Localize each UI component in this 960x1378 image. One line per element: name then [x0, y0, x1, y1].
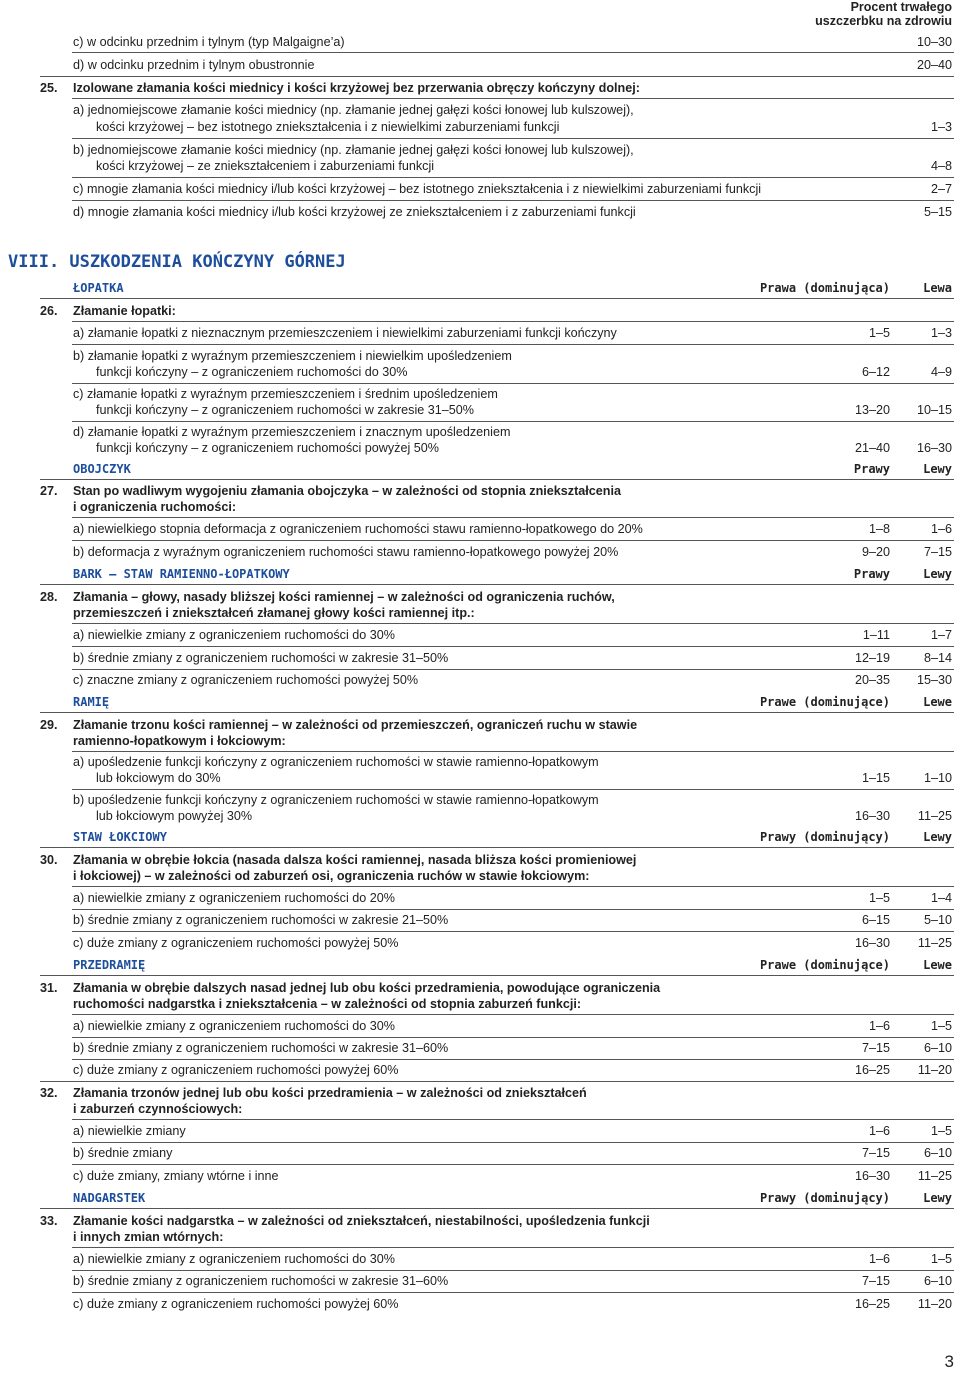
- col1-header: Prawy (dominujący): [759, 830, 890, 844]
- col1-header: Prawy: [853, 567, 890, 581]
- divider: [72, 931, 954, 932]
- col1-header: Prawe (dominujące): [759, 958, 890, 972]
- item-title: Złamanie kości nadgarstka – w zależności od zniekształceń, niestabilności, upośledzenia funkcji: [73, 1214, 650, 1228]
- divider: [72, 421, 954, 422]
- item-title: Złamanie trzonu kości ramiennej – w zależności od przemieszczeń, ograniczeń ruchu w stawie: [73, 718, 638, 732]
- section-label: ŁOPATKA: [73, 281, 124, 295]
- value-right: 7–15: [861, 1274, 890, 1288]
- value-right: 6–15: [861, 913, 890, 927]
- item-text: kości krzyżowej – bez istotnego zniekształcenia i z niewielkimi zaburzeniami funkcji: [96, 120, 560, 134]
- col1-header: Prawy: [853, 462, 890, 476]
- item-text: a) niewielkie zmiany: [73, 1124, 186, 1138]
- divider: [40, 479, 954, 480]
- value-left: 1–5: [930, 1252, 952, 1266]
- item-text: lub łokciowym powyżej 30%: [96, 809, 253, 823]
- divider: [72, 383, 954, 384]
- divider: [72, 1292, 954, 1293]
- value-right: 6–12: [861, 365, 890, 379]
- value-left: 7–15: [923, 545, 952, 559]
- col2-header: Lewe: [923, 958, 952, 972]
- section-label: STAW ŁOKCIOWY: [73, 830, 167, 844]
- value-right: 16–25: [854, 1297, 890, 1311]
- item-text: a) niewielkie zmiany z ograniczeniem ruchomości do 30%: [73, 628, 395, 642]
- divider: [40, 847, 954, 848]
- value-right: 1–5: [868, 326, 890, 340]
- section-label: NADGARSTEK: [73, 1191, 146, 1205]
- divider: [72, 1119, 954, 1120]
- item-number: 31.: [40, 981, 58, 995]
- item-title: i ograniczenia ruchomości:: [73, 500, 237, 514]
- section-label: OBOJCZYK: [73, 462, 131, 476]
- value-left: 1–7: [930, 628, 952, 642]
- value-right: 1–11: [862, 628, 890, 642]
- value-left: 16–30: [916, 441, 952, 455]
- item-text: b) upośledzenie funkcji kończyny z ograniczeniem ruchomości w stawie ramienno-łopatkowym: [73, 793, 599, 807]
- item-text: b) średnie zmiany z ograniczeniem ruchomości w zakresie 31–60%: [73, 1041, 449, 1055]
- item-value: 4–8: [930, 159, 952, 173]
- item-text: d) w odcinku przednim i tylnym obustronnie: [73, 58, 315, 72]
- item-title: Złamania w obrębie łokcia (nasada dalsza kości ramiennej, nasada bliższa kości promieniowej: [73, 853, 637, 867]
- item-value: 20–40: [916, 58, 952, 72]
- item-text: c) duże zmiany, zmiany wtórne i inne: [73, 1169, 279, 1183]
- divider: [72, 646, 954, 647]
- value-right: 1–15: [861, 771, 890, 785]
- item-number: 32.: [40, 1086, 58, 1100]
- item-title: przemieszczeń i zniekształceń złamanej głowy kości ramiennej itp.:: [73, 606, 475, 620]
- value-left: 8–14: [923, 651, 952, 665]
- item-title: Złamania w obrębie dalszych nasad jednej lub obu kości przedramienia, powodujące ograniczenia: [73, 981, 661, 995]
- col2-header: Lewy: [923, 830, 952, 844]
- value-right: 1–6: [868, 1124, 890, 1138]
- value-right: 7–15: [861, 1146, 890, 1160]
- item-value: 5–15: [923, 205, 952, 219]
- item-text: a) niewielkie zmiany z ograniczeniem ruchomości do 30%: [73, 1252, 395, 1266]
- divider: [40, 298, 954, 299]
- divider: [72, 909, 954, 910]
- item-text: funkcji kończyny – z ograniczeniem ruchomości w zakresie 31–50%: [96, 403, 474, 417]
- item-text: d) złamanie łopatki z wyraźnym przemieszczeniem i znacznym upośledzeniem: [73, 425, 511, 439]
- value-left: 11–25: [917, 1169, 952, 1183]
- item-title: Złamania trzonów jednej lub obu kości przedramienia – w zależności od zniekształceń: [73, 1086, 587, 1100]
- item-text: b) średnie zmiany: [73, 1146, 173, 1160]
- item-text: b) deformacja z wyraźnym ograniczeniem ruchomości stawu ramienno-łopatkowego powyżej 20%: [73, 545, 619, 559]
- item-title: Złamanie łopatki:: [73, 304, 176, 318]
- value-right: 1–5: [868, 891, 890, 905]
- item-title: i zaburzeń czynnościowych:: [73, 1102, 243, 1116]
- divider: [72, 138, 954, 139]
- value-right: 7–15: [861, 1041, 890, 1055]
- col2-header: Lewy: [923, 1191, 952, 1205]
- item-text: b) średnie zmiany z ograniczeniem ruchomości w zakresie 21–50%: [73, 913, 449, 927]
- value-right: 16–30: [854, 809, 890, 823]
- value-right: 16–30: [854, 1169, 890, 1183]
- divider: [72, 344, 954, 345]
- item-text: lub łokciowym do 30%: [96, 771, 221, 785]
- item-text: a) jednomiejscowe złamanie kości miednicy (np. złamanie jednej gałęzi kości łonowej lub kulszowej),: [73, 103, 634, 117]
- divider: [72, 1059, 954, 1060]
- value-left: 5–10: [923, 913, 952, 927]
- item-text: c) w odcinku przednim i tylnym (typ Malgaigne’a): [73, 35, 345, 49]
- item-value: 1–3: [930, 120, 952, 134]
- chapter-title: VIII. USZKODZENIA KOŃCZYNY GÓRNEJ: [8, 252, 346, 272]
- value-left: 10–15: [916, 403, 952, 417]
- divider: [72, 669, 954, 670]
- item-text: b) średnie zmiany z ograniczeniem ruchomości w zakresie 31–60%: [73, 1274, 449, 1288]
- value-left: 11–25: [917, 936, 952, 950]
- column-header-line1: Procent trwałego: [850, 0, 952, 14]
- value-left: 1–10: [923, 771, 952, 785]
- item-number: 26.: [40, 304, 58, 318]
- item-text: d) mnogie złamania kości miednicy i/lub kości krzyżowej ze zniekształceniem i z zaburzeniami funkcji: [73, 205, 636, 219]
- value-left: 11–25: [917, 809, 952, 823]
- value-right: 12–19: [854, 651, 890, 665]
- divider: [72, 517, 954, 518]
- divider: [72, 1247, 954, 1248]
- value-left: 6–10: [923, 1274, 952, 1288]
- item-title: Stan po wadliwym wygojeniu złamania obojczyka – w zależności od stopnia zniekształcenia: [73, 484, 621, 498]
- value-left: 11–20: [917, 1297, 952, 1311]
- value-right: 1–8: [868, 522, 890, 536]
- divider: [72, 751, 954, 752]
- value-left: 1–5: [930, 1019, 952, 1033]
- col2-header: Lewy: [923, 462, 952, 476]
- item-text: b) jednomiejscowe złamanie kości miednicy (np. złamanie jednej gałęzi kości łonowej lub kulszowej),: [73, 143, 634, 157]
- divider: [72, 200, 954, 201]
- value-left: 1–3: [930, 326, 952, 340]
- item-text: a) złamanie łopatki z nieznacznym przemieszczeniem i niewielkimi zaburzeniami funkcji kończyny: [73, 326, 617, 340]
- item-number: 30.: [40, 853, 58, 867]
- item-title: Złamania – głowy, nasady bliższej kości ramiennej – w zależności od ograniczenia ruchów,: [73, 590, 615, 604]
- value-left: 4–9: [930, 365, 952, 379]
- item-text: funkcji kończyny – z ograniczeniem ruchomości powyżej 50%: [96, 441, 439, 455]
- col2-header: Lewa: [923, 281, 952, 295]
- divider: [72, 623, 954, 624]
- item-text: funkcji kończyny – z ograniczeniem ruchomości do 30%: [96, 365, 408, 379]
- divider: [72, 1037, 954, 1038]
- divider: [40, 76, 954, 77]
- item-text: a) niewielkie zmiany z ograniczeniem ruchomości do 20%: [73, 891, 395, 905]
- page-number: 3: [944, 1352, 954, 1371]
- value-right: 21–40: [854, 441, 890, 455]
- col1-header: Prawa (dominująca): [759, 281, 890, 295]
- item-number: 25.: [40, 81, 58, 95]
- col1-header: Prawe (dominujące): [759, 695, 890, 709]
- item-title: ruchomości nadgarstka i zniekształcenia – w zależności od stopnia zaburzeń funkcji:: [73, 997, 582, 1011]
- divider: [40, 975, 954, 976]
- section-label: BARK – STAW RAMIENNO-ŁOPATKOWY: [73, 567, 290, 581]
- item-title: ramienno-łopatkowym i łokciowym:: [73, 734, 286, 748]
- value-right: 16–25: [854, 1063, 890, 1077]
- item-number: 27.: [40, 484, 58, 498]
- divider: [40, 712, 954, 713]
- divider: [72, 789, 954, 790]
- divider: [72, 1142, 954, 1143]
- item-text: a) upośledzenie funkcji kończyny z ograniczeniem ruchomości w stawie ramienno-łopatkowym: [73, 755, 599, 769]
- item-text: c) znaczne zmiany z ograniczeniem ruchomości powyżej 50%: [73, 673, 419, 687]
- section-label: PRZEDRAMIĘ: [73, 958, 146, 972]
- item-title: Izolowane złamania kości miednicy i kości krzyżowej bez przerwania obręczy kończyny dolnej:: [73, 81, 640, 95]
- value-right: 13–20: [854, 403, 890, 417]
- item-text: c) złamanie łopatki z wyraźnym przemieszczeniem i średnim upośledzeniem: [73, 387, 498, 401]
- value-right: 1–6: [868, 1252, 890, 1266]
- value-left: 6–10: [923, 1041, 952, 1055]
- item-number: 33.: [40, 1214, 58, 1228]
- col2-header: Lewe: [923, 695, 952, 709]
- divider: [72, 1014, 954, 1015]
- divider: [72, 1164, 954, 1165]
- column-header: [815, 0, 952, 28]
- value-left: 1–4: [930, 891, 952, 905]
- item-text: a) niewielkie zmiany z ograniczeniem ruchomości do 30%: [73, 1019, 395, 1033]
- item-title: i innych zmian wtórnych:: [73, 1230, 224, 1244]
- divider: [72, 540, 954, 541]
- item-value: 10–30: [916, 35, 952, 49]
- divider: [72, 177, 954, 178]
- item-text: c) duże zmiany z ograniczeniem ruchomości powyżej 50%: [73, 936, 399, 950]
- item-text: b) złamanie łopatki z wyraźnym przemieszczeniem i niewielkim upośledzeniem: [73, 349, 512, 363]
- item-text: b) średnie zmiany z ograniczeniem ruchomości w zakresie 31–50%: [73, 651, 449, 665]
- item-text: a) niewielkiego stopnia deformacja z ograniczeniem ruchomości stawu ramienno-łopatkowego do 20%: [73, 522, 643, 536]
- divider: [72, 1270, 954, 1271]
- value-left: 1–6: [930, 522, 952, 536]
- divider: [40, 1081, 954, 1082]
- col1-header: Prawy (dominujący): [759, 1191, 890, 1205]
- item-text: kości krzyżowej – ze zniekształceniem i zaburzeniami funkcji: [96, 159, 435, 173]
- item-text: c) duże zmiany z ograniczeniem ruchomości powyżej 60%: [73, 1063, 399, 1077]
- value-right: 16–30: [854, 936, 890, 950]
- value-right: 9–20: [861, 545, 890, 559]
- section-label: RAMIĘ: [73, 695, 110, 709]
- value-left: 1–5: [930, 1124, 952, 1138]
- divider: [72, 886, 954, 887]
- item-number: 29.: [40, 718, 58, 732]
- item-number: 28.: [40, 590, 58, 604]
- divider: [40, 1208, 954, 1209]
- item-title: i łokciowej) – w zależności od zaburzeń osi, ograniczenia ruchów w stawie łokciowym:: [73, 869, 590, 883]
- divider: [72, 52, 954, 53]
- item-text: c) mnogie złamania kości miednicy i/lub kości krzyżowej – bez istotnego zniekształcenia i z niewielkimi zaburzeniami funkcji: [73, 182, 762, 196]
- item-value: 2–7: [930, 182, 952, 196]
- value-left: 6–10: [923, 1146, 952, 1160]
- divider: [72, 98, 954, 99]
- value-right: 1–6: [868, 1019, 890, 1033]
- value-left: 15–30: [916, 673, 952, 687]
- item-text: c) duże zmiany z ograniczeniem ruchomości powyżej 60%: [73, 1297, 399, 1311]
- divider: [40, 584, 954, 585]
- divider: [72, 321, 954, 322]
- value-left: 11–20: [917, 1063, 952, 1077]
- value-right: 20–35: [854, 673, 890, 687]
- col2-header: Lewy: [923, 567, 952, 581]
- column-header-line2: uszczerbku na zdrowiu: [815, 14, 952, 28]
